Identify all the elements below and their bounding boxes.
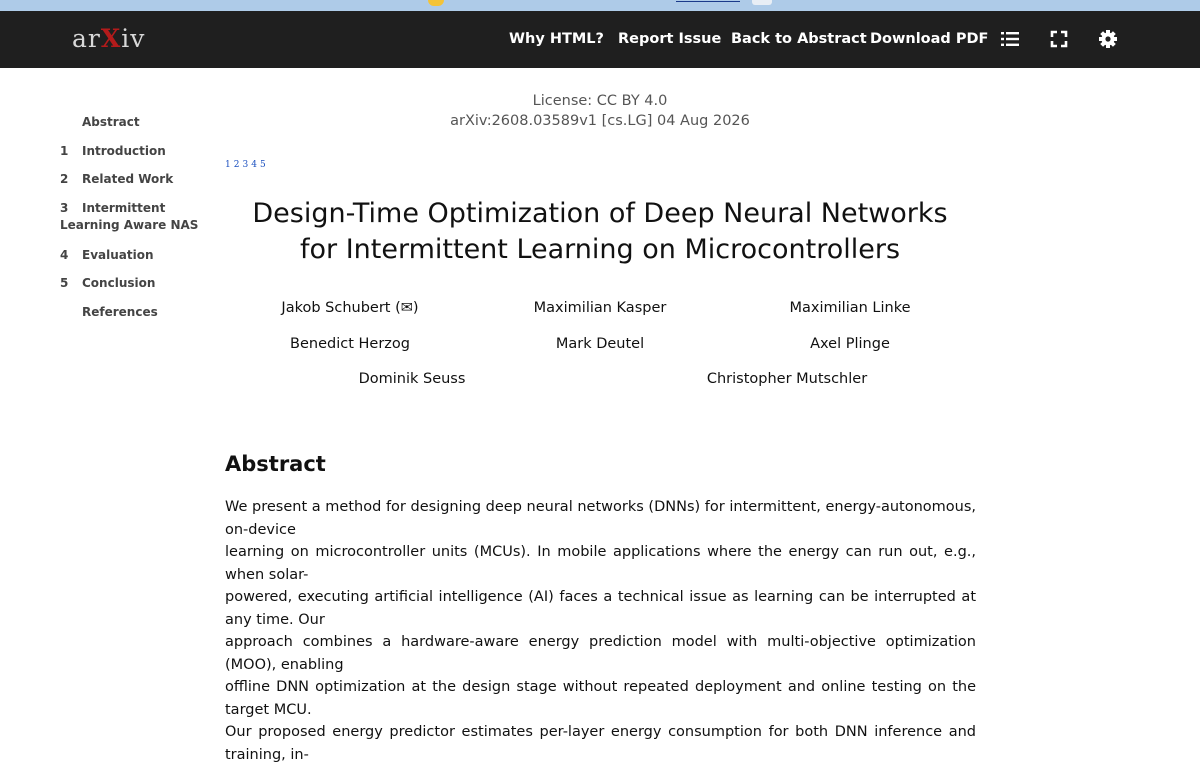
page-link[interactable]: 4 <box>251 160 257 170</box>
toc-item-number: 5 <box>60 276 69 290</box>
page-links <box>225 160 269 170</box>
abstract-line: powered, executing artificial intelligence (AI) faces a technical issue as learning can be interrupted at any time. Our <box>225 589 976 628</box>
author-name: Christopher Mutschler <box>706 371 868 387</box>
toc-list-icon[interactable] <box>996 25 1024 53</box>
author-name: Mark Deutel <box>555 336 645 352</box>
toc-item-introduction[interactable] <box>60 143 200 160</box>
notification-banner <box>0 0 1200 11</box>
why-html-link[interactable]: Why HTML? <box>509 31 604 47</box>
toc-item-label: Introduction <box>82 144 166 158</box>
author-name: Benedict Herzog <box>290 336 410 352</box>
author-name: Axel Plinge <box>810 336 890 352</box>
abstract-line: Our proposed energy predictor estimates per-layer energy consumption for both DNN inference and training, in- <box>225 724 976 763</box>
back-to-abstract-link[interactable]: Back to Abstract <box>731 31 867 47</box>
toc-item-number: 1 <box>60 144 69 158</box>
toc-item-label-continued: Learning Aware NAS <box>60 218 199 232</box>
toc-item-conclusion[interactable] <box>60 275 200 292</box>
author-name: Maximilian Kasper <box>533 300 667 316</box>
author-name: Maximilian Linke <box>789 300 911 316</box>
page-link[interactable]: 1 <box>225 160 231 170</box>
logo-text-x: X <box>100 24 122 53</box>
abstract-heading: Abstract <box>225 452 326 476</box>
toc-item-number: 4 <box>60 248 69 262</box>
banner-link[interactable] <box>676 1 740 2</box>
toc-item-number: 2 <box>60 172 69 186</box>
arxiv-logo[interactable] <box>72 24 145 54</box>
banner-close-button[interactable] <box>752 0 772 5</box>
abstract-line: learning on microcontroller units (MCUs). In mobile applications where the energy can run out, e.g., when solar- <box>225 544 976 583</box>
toc-item-label: Intermittent <box>82 201 166 215</box>
paper-title-line-1: Design-Time Optimization of Deep Neural Networks <box>252 198 948 229</box>
logo-text-prefix: ar <box>72 24 101 53</box>
author-name: Jakob Schubert (✉) <box>281 300 419 316</box>
arxiv-id-line: arXiv:2608.03589v1 [cs.LG] 04 Aug 2026 <box>450 113 750 129</box>
report-issue-link[interactable]: Report Issue <box>618 31 722 47</box>
toc-item-label: Related Work <box>82 172 174 186</box>
toc-item-related-work[interactable] <box>60 171 200 188</box>
abstract-line: approach combines a hardware-aware energy prediction model with multi-objective optimization (MOO), enabling <box>225 634 976 673</box>
toc-item-number: 3 <box>60 201 69 215</box>
top-navigation-bar <box>0 11 1200 68</box>
download-pdf-link[interactable]: Download PDF <box>870 31 989 47</box>
toc-item-label: Conclusion <box>82 276 156 290</box>
toc-item-label: Evaluation <box>82 248 154 262</box>
license-line[interactable]: License: CC BY 4.0 <box>532 93 668 109</box>
abstract-text <box>225 496 976 766</box>
emoji-icon <box>428 0 444 6</box>
page-link[interactable]: 5 <box>259 160 266 170</box>
page-link[interactable]: 3 <box>242 160 249 170</box>
logo-text-suffix: iv <box>121 24 146 53</box>
fullscreen-icon[interactable] <box>1045 25 1073 53</box>
abstract-line: offline DNN optimization at the design stage without repeated deployment and online testing on the target MCU. <box>225 679 976 718</box>
paper-title-line-2: for Intermittent Learning on Microcontrollers <box>299 234 901 265</box>
toc-item-intermittent-learning-aware-nas[interactable] <box>60 200 200 234</box>
toc-item-label: Abstract <box>82 115 140 129</box>
abstract-line: We present a method for designing deep neural networks (DNNs) for intermittent, energy-autonomous, on-device <box>225 499 976 538</box>
toc-item-label: References <box>82 305 158 319</box>
settings-gear-icon[interactable] <box>1094 25 1122 53</box>
author-name: Dominik Seuss <box>358 371 466 387</box>
page-link[interactable]: 2 <box>233 160 240 170</box>
toc-item-references[interactable] <box>60 304 200 321</box>
paper-title <box>220 196 980 268</box>
toc-item-evaluation[interactable] <box>60 247 200 264</box>
